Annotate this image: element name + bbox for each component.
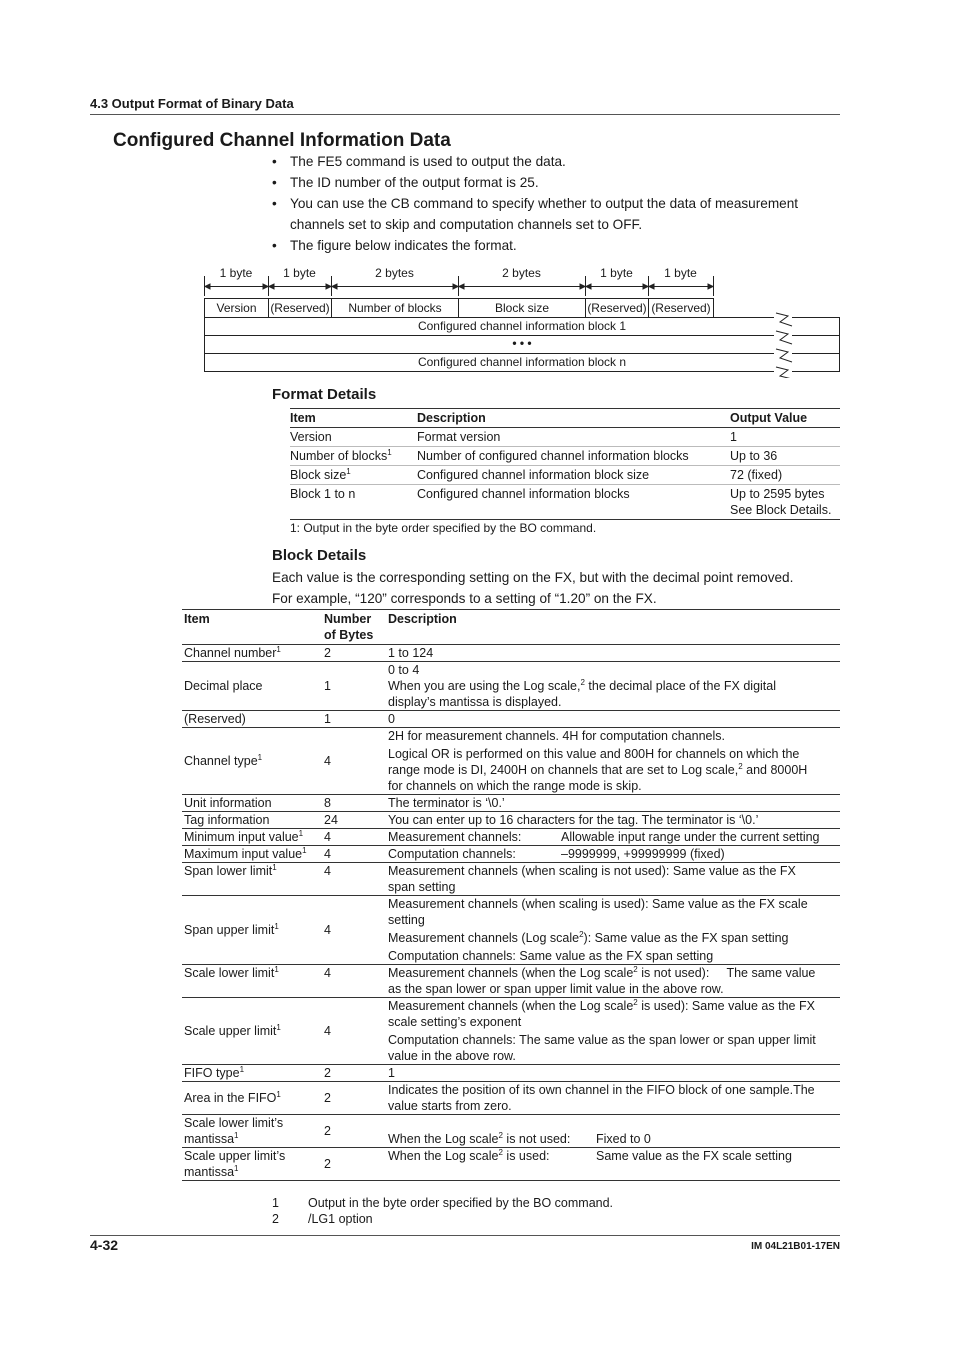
desc-line: value starts from zero. bbox=[388, 1099, 512, 1113]
bullet-item: • The figure below indicates the format. bbox=[272, 235, 840, 256]
item-cell bbox=[182, 965, 322, 998]
format-figure bbox=[204, 262, 840, 382]
table-row bbox=[182, 711, 840, 728]
bytes-cell: 4 bbox=[322, 863, 386, 896]
field-reserved: (Reserved) bbox=[648, 298, 714, 318]
desc-line: for channels on which the range mode is skip. bbox=[388, 779, 642, 793]
intro-line: For example, “120” corresponds to a setting of “1.20” on the FX. bbox=[272, 591, 657, 606]
table-row bbox=[182, 812, 840, 829]
bytes-cell: 1 bbox=[322, 662, 386, 711]
item-text: Maximum input value bbox=[184, 847, 303, 861]
field-reserved: (Reserved) bbox=[585, 298, 649, 318]
table-row bbox=[182, 795, 840, 812]
footnote bbox=[272, 1211, 613, 1227]
footnote-ref: 1 bbox=[298, 829, 304, 838]
col-bytes-line: Number bbox=[324, 612, 372, 626]
item-text: Channel type bbox=[184, 754, 258, 768]
desc-line: as the span lower or span upper limit value in the above row. bbox=[388, 982, 724, 996]
desc-label: Computation channels: bbox=[388, 847, 516, 861]
description-cell bbox=[386, 863, 840, 896]
footnote-number: 1 bbox=[272, 1196, 279, 1210]
table-row bbox=[290, 485, 840, 520]
footnote-ref: 1 bbox=[276, 1090, 281, 1099]
block-details-table bbox=[182, 609, 840, 1181]
value-cell: 72 (fixed) bbox=[730, 466, 840, 485]
description-cell bbox=[386, 846, 840, 863]
bytes-cell: 2 bbox=[322, 1148, 386, 1181]
footer-rule bbox=[90, 1235, 840, 1236]
item-cell bbox=[290, 466, 417, 485]
desc-line: display’s mantissa is displayed. bbox=[388, 695, 562, 709]
desc-line bbox=[388, 678, 838, 694]
item-text: FIFO type bbox=[184, 1066, 240, 1080]
footnote-ref: 1 bbox=[276, 645, 281, 654]
desc-line: span setting bbox=[388, 880, 456, 894]
description-cell: Configured channel information blocks bbox=[417, 485, 730, 520]
desc-line bbox=[388, 930, 838, 948]
desc-line: Logical OR is performed on this value and 800H for channels on which the bbox=[388, 747, 800, 761]
desc-text: range mode is DI, 2400H on channels that are set to Log scale, bbox=[388, 763, 739, 777]
field-size-label: 1 byte bbox=[600, 266, 633, 280]
footnote-ref: 1 bbox=[274, 965, 279, 974]
footnote-ref: 1 bbox=[239, 1065, 245, 1074]
table-header-row bbox=[290, 409, 840, 428]
footnote-ref: 2 bbox=[633, 965, 638, 974]
desc-line: Computation channels: Same value as the FX span setting bbox=[388, 949, 714, 963]
desc-line: setting bbox=[388, 913, 425, 927]
footnote-number: 2 bbox=[272, 1212, 279, 1226]
desc-text: –9999999, +99999999 (fixed) bbox=[561, 847, 725, 861]
footnote-ref: 2 bbox=[498, 1148, 503, 1157]
value-cell bbox=[730, 485, 840, 520]
bytes-cell: 4 bbox=[322, 896, 386, 965]
item-cell: (Reserved) bbox=[182, 711, 322, 728]
field-number-of-blocks: Number of blocks bbox=[331, 298, 459, 318]
table-row bbox=[182, 846, 840, 863]
item-cell bbox=[182, 1148, 322, 1181]
desc-text: Measurement channels (Log scale bbox=[388, 931, 580, 945]
description-cell: 0 bbox=[386, 711, 840, 728]
table-row bbox=[182, 863, 840, 896]
item-cell bbox=[182, 1115, 322, 1148]
footnote-text: /LG1 option bbox=[308, 1212, 373, 1226]
col-output-value: Output Value bbox=[730, 409, 840, 428]
item-cell bbox=[290, 485, 417, 520]
footnote-ref: 1 bbox=[234, 1131, 239, 1140]
item-text: mantissa bbox=[184, 1165, 235, 1179]
bytes-cell: 4 bbox=[322, 998, 386, 1065]
desc-line: Measurement channels (when scaling is not used): Same value as the FX bbox=[388, 864, 796, 878]
footnote-ref: 2 bbox=[633, 998, 638, 1007]
desc-text: the decimal place of the FX digital bbox=[584, 679, 777, 693]
value-line: See Block Details. bbox=[730, 503, 832, 517]
item-cell bbox=[290, 447, 417, 466]
table-row bbox=[182, 645, 840, 662]
table-row bbox=[290, 466, 840, 485]
description-cell: Format version bbox=[417, 428, 730, 447]
description-cell: Configured channel information block size bbox=[417, 466, 730, 485]
page-number: 4-32 bbox=[90, 1237, 119, 1253]
item-text: mantissa bbox=[184, 1132, 235, 1146]
item-text: Span lower limit bbox=[184, 864, 273, 878]
description-cell: You can enter up to 16 characters for the tag. The terminator is ‘\0.’ bbox=[386, 812, 840, 829]
footnote-ref: 2 bbox=[579, 930, 584, 939]
field-size-label: 1 byte bbox=[664, 266, 697, 280]
description-cell bbox=[386, 1148, 840, 1181]
header-rule bbox=[90, 114, 840, 115]
desc-label: Measurement channels: bbox=[388, 830, 522, 844]
item-text: Channel number bbox=[184, 646, 277, 660]
format-details-note: 1: Output in the byte order specified by the BO command. bbox=[290, 521, 597, 535]
page-title: Configured Channel Information Data bbox=[113, 130, 451, 151]
table-row bbox=[182, 728, 840, 795]
description-cell: 1 to 124 bbox=[386, 645, 840, 662]
desc-label bbox=[388, 1131, 596, 1147]
desc-line: Measurement channels (when scaling is used): Same value as the FX scale bbox=[388, 897, 808, 911]
field-block-size: Block size bbox=[458, 298, 586, 318]
desc-text: is not used): The same value bbox=[637, 966, 816, 980]
item-cell: Decimal place bbox=[182, 662, 322, 711]
bytes-cell: 2 bbox=[322, 1065, 386, 1082]
item-cell bbox=[182, 998, 322, 1065]
table-row bbox=[182, 896, 840, 965]
table-row bbox=[182, 965, 840, 998]
col-item: Item bbox=[182, 610, 322, 645]
description-cell: 1 bbox=[386, 1065, 840, 1082]
description-cell bbox=[386, 998, 840, 1065]
col-item: Item bbox=[290, 409, 417, 428]
item-text: Block 1 to n bbox=[290, 487, 356, 501]
footnote-ref: 1 bbox=[274, 922, 279, 931]
footnote-ref: 2 bbox=[738, 762, 743, 771]
running-head: 4.3 Output Format of Binary Data bbox=[90, 96, 294, 111]
block-details-intro bbox=[272, 567, 840, 609]
table-row bbox=[182, 998, 840, 1065]
bullet-item: • The FE5 command is used to output the data. bbox=[272, 151, 840, 172]
footnote bbox=[272, 1195, 613, 1211]
col-description: Description bbox=[417, 409, 730, 428]
desc-text: Measurement channels (when the Log scale bbox=[388, 999, 634, 1013]
field-size-label: 2 bytes bbox=[375, 266, 414, 280]
table-row bbox=[182, 1115, 840, 1148]
footnote-text: Output in the byte order specified by the BO command. bbox=[308, 1196, 614, 1210]
description-cell bbox=[386, 1115, 840, 1148]
col-bytes-line: of Bytes bbox=[324, 628, 374, 642]
footnote-ref: 1 bbox=[272, 863, 277, 872]
footnote-ref: 1 bbox=[302, 846, 307, 855]
bytes-cell: 4 bbox=[322, 728, 386, 795]
desc-text: Measurement channels (when the Log scale bbox=[388, 966, 634, 980]
desc-text: Same value as the FX scale setting bbox=[596, 1149, 792, 1163]
item-text: Scale upper limit’s bbox=[184, 1149, 286, 1163]
bytes-cell: 2 bbox=[322, 1115, 386, 1148]
block-row-n: Configured channel information block n bbox=[204, 353, 840, 372]
block-details-heading: Block Details bbox=[272, 547, 367, 564]
item-cell bbox=[182, 645, 322, 662]
block-row-ellipsis: • • • bbox=[204, 335, 840, 354]
item-cell: Unit information bbox=[182, 795, 322, 812]
item-cell bbox=[182, 846, 322, 863]
description-cell bbox=[386, 728, 840, 795]
desc-line: Indicates the position of its own channel in the FIFO block of one sample.The bbox=[388, 1083, 815, 1097]
intro-line: Each value is the corresponding setting on the FX, but with the decimal point removed. bbox=[272, 570, 794, 585]
document-id: IM 04L21B01-17EN bbox=[751, 1241, 840, 1252]
bullet-item: • You can use the CB command to specify whether to output the data of measurement channels set to skip and computation channels set to OFF. bbox=[272, 193, 840, 235]
footnote-ref: 2 bbox=[580, 678, 585, 687]
desc-line: scale setting’s exponent bbox=[388, 1015, 522, 1029]
field-size-label: 1 byte bbox=[219, 266, 253, 280]
item-cell bbox=[182, 728, 322, 795]
block-details-notes bbox=[272, 1195, 613, 1227]
item-cell bbox=[182, 863, 322, 896]
desc-text: is not used: bbox=[502, 1132, 571, 1146]
bytes-cell: 24 bbox=[322, 812, 386, 829]
table-header-row bbox=[182, 610, 840, 645]
description-cell: The terminator is ‘\0.’ bbox=[386, 795, 840, 812]
value-line: Up to 2595 bytes bbox=[730, 487, 825, 501]
footnote-ref: 1 bbox=[234, 1164, 239, 1173]
footnote-ref: 1 bbox=[276, 1023, 281, 1032]
table-row bbox=[182, 1148, 840, 1181]
size-arrows bbox=[204, 276, 716, 296]
footnote-ref: 1 bbox=[257, 753, 263, 762]
description-cell bbox=[386, 662, 840, 711]
item-cell bbox=[290, 428, 417, 447]
bytes-cell: 4 bbox=[322, 965, 386, 998]
bytes-cell: 8 bbox=[322, 795, 386, 812]
col-description: Description bbox=[386, 610, 840, 645]
desc-text: ): Same value as the FX span setting bbox=[583, 931, 789, 945]
value-cell: 1 bbox=[730, 428, 840, 447]
desc-text: Fixed to 0 bbox=[596, 1132, 651, 1146]
field-size-label: 2 bytes bbox=[502, 266, 541, 280]
item-cell bbox=[182, 829, 322, 846]
table-row bbox=[182, 1065, 840, 1082]
format-details-table bbox=[290, 408, 840, 520]
table-row bbox=[182, 829, 840, 846]
table-row bbox=[182, 662, 840, 711]
break-marks bbox=[764, 310, 804, 378]
item-text: Scale lower limit’s bbox=[184, 1116, 284, 1130]
description-cell bbox=[386, 829, 840, 846]
bytes-cell: 1 bbox=[322, 711, 386, 728]
table-row bbox=[290, 428, 840, 447]
table-row bbox=[290, 447, 840, 466]
desc-text: and 8000H bbox=[742, 763, 808, 777]
footnote-ref: 2 bbox=[498, 1131, 503, 1140]
description-cell: Number of configured channel information blocks bbox=[417, 447, 730, 466]
desc-text: is used): Same value as the FX bbox=[637, 999, 815, 1013]
field-size-label: 1 byte bbox=[283, 266, 316, 280]
desc-line bbox=[388, 998, 838, 1014]
item-text: Version bbox=[290, 430, 332, 444]
bullet-list bbox=[272, 151, 840, 256]
col-bytes bbox=[322, 610, 386, 645]
desc-label bbox=[388, 1148, 596, 1164]
block-row-1: Configured channel information block 1 bbox=[204, 317, 840, 336]
item-text: Block size bbox=[290, 468, 347, 482]
item-text: Area in the FIFO bbox=[184, 1091, 277, 1105]
item-text: Scale lower limit bbox=[184, 966, 275, 980]
desc-line: 2H for measurement channels. 4H for computation channels. bbox=[388, 729, 725, 743]
item-cell bbox=[182, 1082, 322, 1115]
field-reserved: (Reserved) bbox=[268, 298, 332, 318]
bullet-item: • The ID number of the output format is 25. bbox=[272, 172, 840, 193]
field-version: Version bbox=[204, 298, 269, 318]
bytes-cell: 4 bbox=[322, 846, 386, 863]
item-text: Number of blocks bbox=[290, 449, 388, 463]
bytes-cell: 4 bbox=[322, 829, 386, 846]
desc-text: When you are using the Log scale, bbox=[388, 679, 581, 693]
description-cell bbox=[386, 965, 840, 998]
desc-line: Computation channels: The same value as the span lower or span upper limit bbox=[388, 1033, 816, 1047]
item-cell bbox=[182, 1065, 322, 1082]
item-cell bbox=[182, 896, 322, 965]
format-details-heading: Format Details bbox=[272, 386, 377, 403]
item-text: Minimum input value bbox=[184, 830, 299, 844]
desc-line bbox=[388, 762, 838, 778]
desc-line bbox=[388, 965, 838, 981]
footnote-ref: 1 bbox=[387, 448, 392, 457]
item-cell: Tag information bbox=[182, 812, 322, 829]
bytes-cell: 2 bbox=[322, 1082, 386, 1115]
description-cell bbox=[386, 896, 840, 965]
description-cell bbox=[386, 1082, 840, 1115]
desc-text: When the Log scale bbox=[388, 1149, 499, 1163]
footnote-ref: 1 bbox=[346, 467, 351, 476]
desc-line: 0 to 4 bbox=[388, 663, 420, 677]
value-cell: Up to 36 bbox=[730, 447, 840, 466]
desc-text: When the Log scale bbox=[388, 1132, 499, 1146]
table-row bbox=[182, 1082, 840, 1115]
bytes-cell: 2 bbox=[322, 645, 386, 662]
item-text: Scale upper limit bbox=[184, 1024, 277, 1038]
desc-line: value in the above row. bbox=[388, 1049, 516, 1063]
desc-text: Allowable input range under the current setting bbox=[561, 830, 820, 844]
item-text: Span upper limit bbox=[184, 923, 275, 937]
desc-text: is used: bbox=[502, 1149, 550, 1163]
